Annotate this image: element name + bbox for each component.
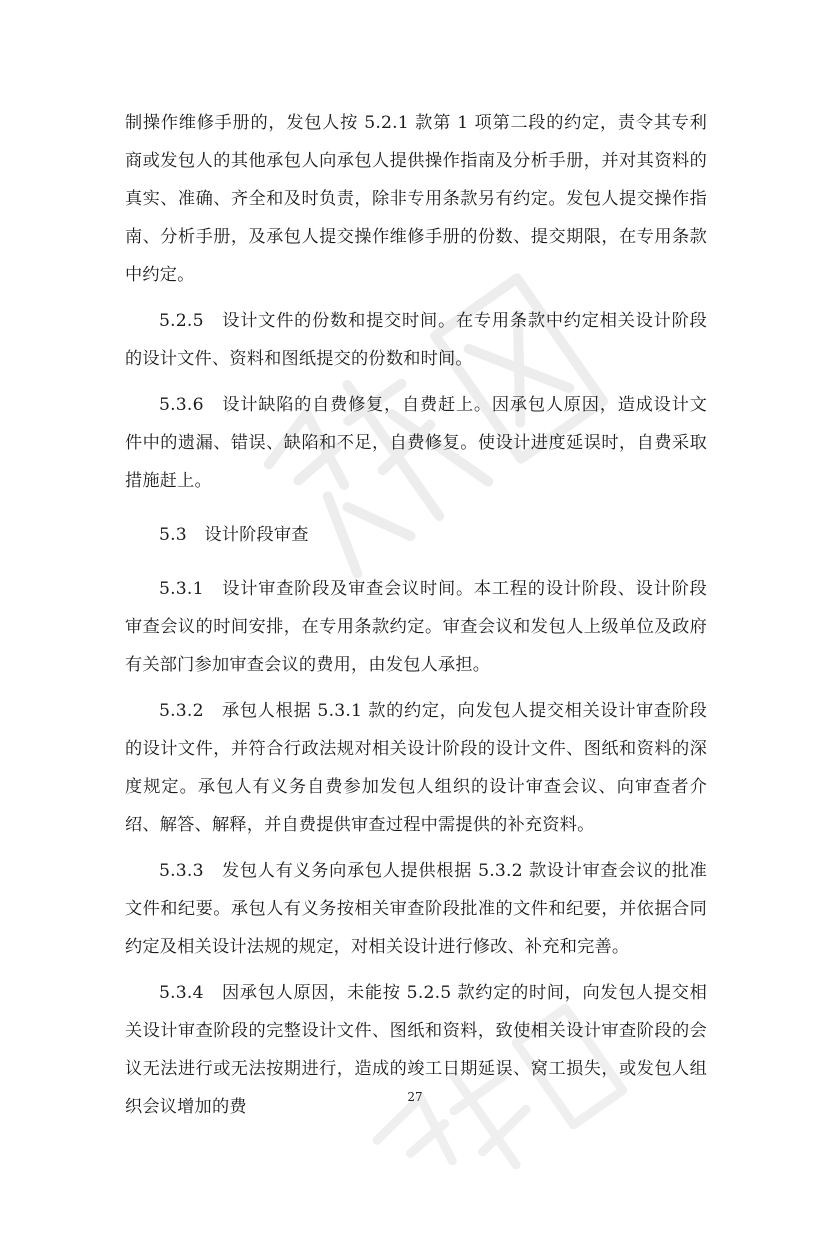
paragraph-5-3-6: 5.3.6 设计缺陷的自费修复，自费赶上。因承包人原因，造成设计文件中的遗漏、错误、缺陷和不足，自费修复。使设计进度延误时，自费采取措施赶上。 bbox=[125, 395, 707, 491]
paragraph-5-3-4: 5.3.4 因承包人原因，未能按 5.2.5 款约定的时间，向发包人提交相关设计审查阶段的完整设计文件、图纸和资料，致使相关设计审查阶段的会议无法进行或无法按期进行，造成的竣工日期延误、窝工损失，或发包人组织会议增加的费 bbox=[125, 983, 707, 1117]
paragraph-5-3-3: 5.3.3 发包人有义务向承包人提供根据 5.3.2 款设计审查会议的批准文件和纪要。承包人有义务按相关审查阶段批准的文件和纪要，并依据合同约定及相关设计法规的规定，对相关设计进行修改、补充和完善。 bbox=[125, 861, 707, 957]
paragraph-5-2-5: 5.2.5 设计文件的份数和提交时间。在专用条款中约定相关设计阶段的设计文件、资料和图纸提交的份数和时间。 bbox=[125, 311, 707, 369]
document-body bbox=[125, 104, 707, 1126]
page-number: 27 bbox=[407, 1090, 423, 1104]
paragraph-5-3-2: 5.3.2 承包人根据 5.3.1 款的约定，向发包人提交相关设计审查阶段的设计文件，并符合行政法规对相关设计阶段的设计文件、图纸和资料的深度规定。承包人有义务自费参加发包人组织的设计审查会议、向审查者介绍、解答、解释，并自费提供审查过程中需提供的补充资料。 bbox=[125, 701, 707, 835]
section-heading-5-3: 5.3 设计阶段审查 bbox=[159, 525, 309, 545]
paragraph-continuation: 制操作维修手册的，发包人按 5.2.1 款第 1 项第二段的约定，责令其专利商或发包人的其他承包人向承包人提供操作指南及分析手册，并对其资料的真实、准确、齐全和及时负责，除非专用条款另有约定。发包人提交操作指南、分析手册，及承包人提交操作维修手册的份数、提交期限，在专用条款中约定。 bbox=[125, 113, 707, 285]
paragraph-5-3-1: 5.3.1 设计审查阶段及审查会议时间。本工程的设计阶段、设计阶段审查会议的时间安排，在专用条款约定。审查会议和发包人上级单位及政府有关部门参加审查会议的费用，由发包人承担。 bbox=[125, 579, 707, 675]
